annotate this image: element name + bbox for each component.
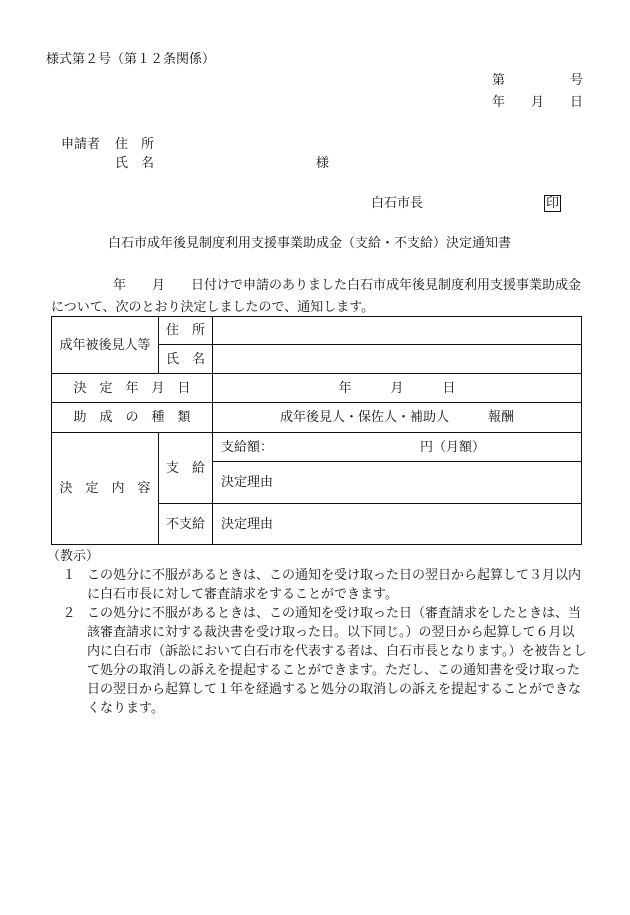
decision-content-label: 決 定 内 容	[52, 433, 159, 545]
ward-label: 成年被後見人等	[52, 317, 159, 374]
instruction-item	[51, 604, 591, 718]
instruction-text: この処分に不服があるときは、この通知を受け取った日（審査請求をしたときは、当該審査請求に対する裁決書を受け取った日。以下同じ。）の翌日から起算して６月以内に白石市（訴訟において白石市を代表する者は、白石市長となります。）を被告として処分の取消しの訴えを提起することができます。ただし、この通知書を受け取った日の翌日から起算して１年を経過すると処分の取消しの訴えを提起することができなくなります。	[87, 606, 587, 716]
instruction-section	[47, 547, 591, 718]
decision-table	[51, 316, 582, 545]
decision-date-value: 年 月 日	[213, 374, 582, 403]
nonpayment-reason-label: 決定理由	[213, 504, 582, 545]
grant-type-label: 助 成 の 種 類	[52, 403, 213, 433]
instruction-number: ２	[62, 606, 76, 621]
form-number: 様式第２号（第１２条関係）	[46, 52, 216, 67]
decision-date-label: 決 定 年 月 日	[52, 374, 213, 403]
applicant-label: 申請者	[61, 137, 101, 152]
issuer-title: 白石市長	[371, 196, 424, 211]
document-title: 白石市成年後見制度利用支援事業助成金（支給・不支給）決定通知書	[108, 236, 512, 251]
ward-name-label: 氏 名	[159, 345, 213, 374]
seal-stamp: 印	[546, 196, 560, 211]
document-number-label: 第 号	[492, 73, 584, 88]
grant-type-value: 成年後見人・保佐人・補助人 報酬	[213, 403, 582, 433]
payment-amount-unit: 円（月額）	[419, 439, 485, 455]
instruction-number: １	[62, 568, 76, 583]
payment-reason-label: 決定理由	[213, 462, 582, 504]
payment-amount-cell	[213, 433, 582, 462]
instruction-heading: （教示）	[47, 549, 100, 564]
instruction-text: この処分に不服があるときは、この通知を受け取った日の翌日から起算して３月以内に白石市長に対して審査請求をすることができます。	[87, 568, 582, 602]
applicant-address-label: 住 所	[115, 137, 155, 152]
intro-paragraph: 年 月 日付けで申請のありました白石市成年後見制度利用支援事業助成金について、次のとおり決定しましたので、通知します。	[51, 278, 582, 315]
payment-label: 支 給	[159, 433, 213, 504]
ward-address-value	[213, 317, 582, 345]
payment-amount-label: 支給額：	[221, 439, 274, 455]
instruction-item	[51, 566, 591, 604]
document-date-label: 年 月 日	[492, 95, 584, 110]
nonpayment-label: 不支給	[159, 504, 213, 545]
ward-address-label: 住 所	[159, 317, 213, 345]
honorific: 様	[316, 156, 330, 171]
ward-name-value	[213, 345, 582, 374]
applicant-name-label: 氏 名	[115, 156, 155, 171]
